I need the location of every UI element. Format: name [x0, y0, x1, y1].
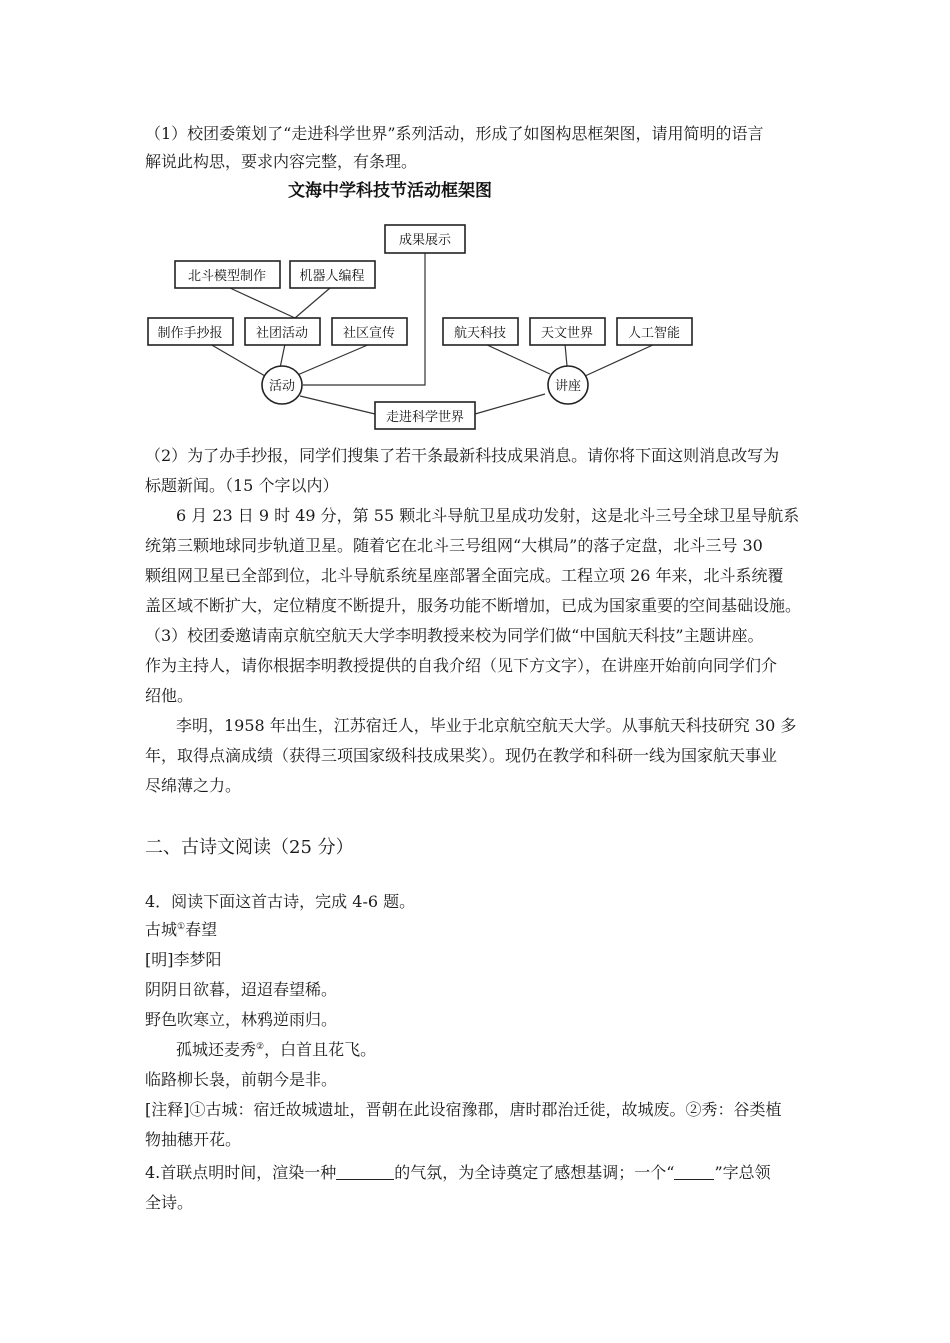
connector-newspaper-activity: [210, 344, 265, 376]
node-astronomy-label: 天文世界: [540, 326, 594, 341]
node-results-label: 成果展示: [398, 233, 452, 248]
poem-title: [145, 920, 815, 940]
poem-verse-4: 临路柳长袅，前朝今是非。: [145, 1070, 338, 1089]
q3-prompt-line2: 作为主持人，请你根据李明教授提供的自我介绍（见下方文字），在讲座开始前向同学们介: [145, 656, 778, 675]
poem-title-rest: 春望: [185, 920, 218, 939]
node-newspaper-label: 制作手抄报: [157, 326, 223, 341]
q3-intro-line1: 李明，1958 年出生，江苏宿迁人，毕业于北京航空航天大学。从事航天科技研究 30 多: [176, 716, 797, 735]
node-robot-label: 机器人编程: [299, 269, 365, 284]
q2-news-line3: 颗组网卫星已全部到位，北斗导航系统星座部署全面完成。工程立项 26 年来，北斗系统覆: [145, 566, 784, 585]
diagram-title: 文海中学科技节活动框架图: [288, 181, 492, 201]
q1-prompt-line1: （1）校团委策划了“走进科学世界”系列活动，形成了如图构思框架图，请用简明的语言: [145, 124, 764, 143]
question-4-line2: 全诗。: [145, 1193, 194, 1212]
connector-beidou-club: [230, 288, 295, 318]
question-4-text-a: 4.首联点明时间，渲染一种: [145, 1163, 337, 1182]
connector-science-lecture: [475, 394, 545, 414]
poem-verse-3: [176, 1040, 846, 1060]
poem-verse-3-note-marker: ②: [256, 1042, 265, 1052]
q3-prompt-line3: 绍他。: [145, 686, 194, 705]
answer-blank-atmosphere[interactable]: [336, 1163, 394, 1180]
poem-notes-line2: 物抽穗开花。: [145, 1130, 242, 1149]
node-activity-label: 活动: [268, 379, 296, 394]
node-science-label: 走进科学世界: [385, 410, 465, 425]
poem-notes-line1: [注释]①古城：宿迁故城遗址，晋朝在此设宿豫郡，唐时郡治迁徙，故城废。②秀：谷类植: [145, 1100, 782, 1119]
question-4-text-b: 的气氛，为全诗奠定了感想基调；一个“: [394, 1163, 675, 1182]
q2-news-line1: 6 月 23 日 9 时 49 分，第 55 颗北斗导航卫星成功发射，这是北斗三号全球卫星导航系: [176, 506, 800, 525]
poem-title-main: 古城: [145, 920, 178, 939]
connector-astronomy-lecture: [565, 344, 567, 366]
node-ai-label: 人工智能: [627, 326, 681, 341]
connector-aerospace-lecture: [485, 344, 550, 374]
connector-community-activity: [295, 344, 370, 376]
q3-prompt-line1: （3）校团委邀请南京航空航天大学李明教授来校为同学们做“中国航天科技”主题讲座。: [145, 626, 764, 645]
q3-intro-line3: 尽绵薄之力。: [145, 776, 242, 795]
answer-blank-keyword[interactable]: [674, 1163, 714, 1180]
connector-club-activity: [280, 344, 285, 368]
question-4-text-c: ”字总领: [714, 1163, 771, 1182]
poem-verse-1: 阴阴日欲暮，迢迢春望稀。: [145, 980, 338, 999]
poem-author: [明]李梦阳: [145, 950, 222, 969]
poem-verse-3-end: ，白首且花飞。: [264, 1040, 377, 1059]
node-lecture-label: 讲座: [554, 379, 582, 394]
node-club-label: 社团活动: [255, 326, 309, 341]
node-aerospace-label: 航天科技: [453, 326, 507, 341]
connector-ai-lecture: [585, 344, 655, 376]
q3-intro-line2: 年，取得点滴成绩（获得三项国家级科技成果奖）。现仍在教学和科研一线为国家航天事业: [145, 746, 778, 765]
q1-prompt-line2: 解说此构思，要求内容完整，有条理。: [145, 152, 418, 171]
connector-activity-science: [300, 396, 375, 414]
framework-diagram-svg: [145, 176, 705, 434]
node-beidou-label: 北斗模型制作: [187, 269, 267, 284]
connector-robot-club: [295, 288, 330, 318]
q4-intro: 4．阅读下面这首古诗，完成 4-6 题。: [145, 892, 416, 911]
q2-prompt-line2: 标题新闻。（15 个字以内）: [145, 476, 339, 495]
framework-diagram: [145, 176, 705, 434]
question-4-line1: [145, 1163, 815, 1183]
q2-news-line2: 统第三颗地球同步轨道卫星。随着它在北斗三号组网“大棋局”的落子定盘，北斗三号 30: [145, 536, 763, 555]
node-community-label: 社区宣传: [342, 326, 396, 341]
poem-title-note-marker: ①: [177, 922, 186, 932]
q2-news-line4: 盖区域不断扩大，定位精度不断提升，服务功能不断增加，已成为国家重要的空间基础设施。: [145, 596, 802, 615]
section-heading: 二、古诗文阅读（25 分）: [145, 837, 354, 858]
poem-verse-2: 野色吹寒立，林鸦逆雨归。: [145, 1010, 338, 1029]
poem-verse-3-start: 孤城还麦秀: [176, 1040, 257, 1059]
q2-prompt-line1: （2）为了办手抄报，同学们搜集了若干条最新科技成果消息。请你将下面这则消息改写为: [145, 446, 780, 465]
